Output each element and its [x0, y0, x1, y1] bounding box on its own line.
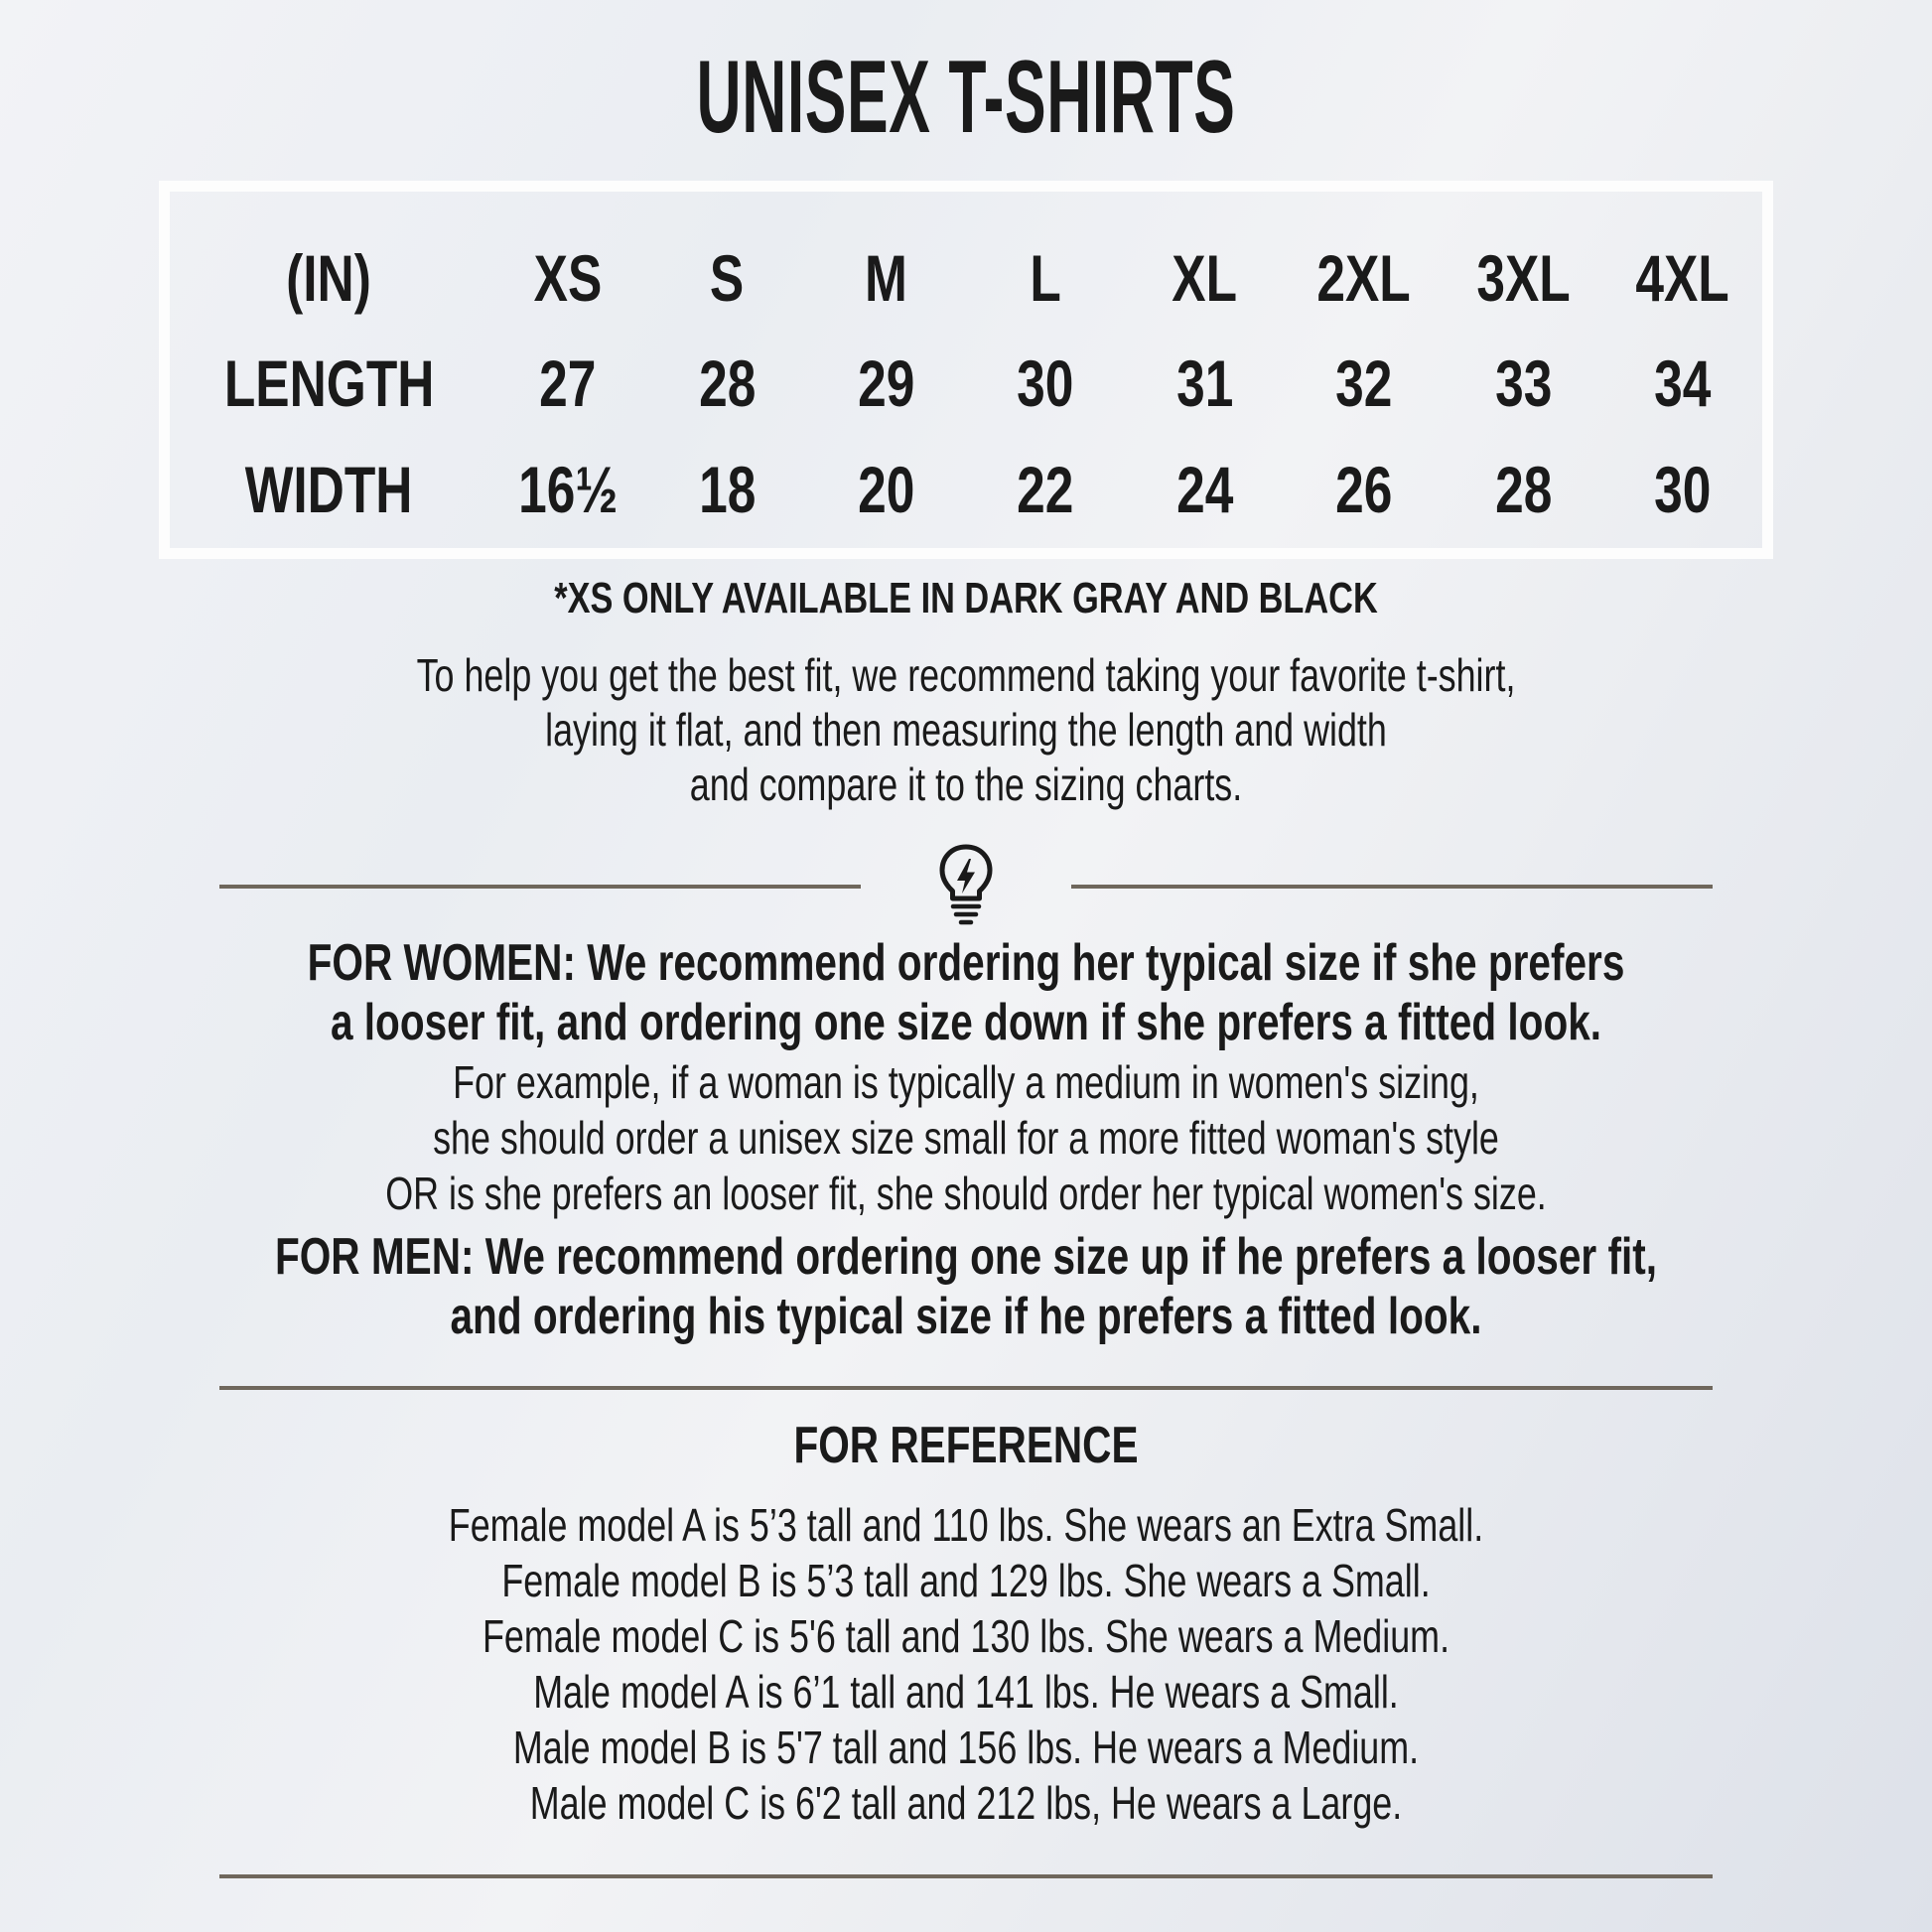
length-value-2xl: 32	[1335, 346, 1393, 421]
size-header-2xl: 2XL	[1316, 241, 1412, 316]
width-value-xl: 24	[1175, 452, 1234, 526]
divider-line-right	[1071, 885, 1713, 889]
length-value-l: 30	[1017, 346, 1074, 421]
reference-line: Male model B is 5'7 tall and 156 lbs. He wears a Medium.	[512, 1722, 1420, 1774]
for-women-line: a looser fit, and ordering one size down if she prefers a fitted look.	[330, 994, 1602, 1052]
size-header-3xl: 3XL	[1476, 241, 1571, 316]
length-value-xl: 31	[1175, 346, 1234, 421]
page-title	[0, 0, 1932, 155]
divider-line-left	[219, 885, 861, 889]
for-men-line: and ordering his typical size if he prefers a fitted look.	[450, 1288, 1482, 1346]
length-value-4xl: 34	[1654, 346, 1712, 421]
reference-line: Male model A is 6’1 tall and 141 lbs. He wears a Small.	[533, 1666, 1399, 1719]
reference-line: Female model B is 5’3 tall and 129 lbs. She wears a Small.	[501, 1555, 1431, 1607]
row-label-length: LENGTH	[223, 346, 435, 421]
length-value-xs: 27	[539, 346, 597, 421]
for-women-example-line: OR is she prefers an looser fit, she should order her typical women's size.	[385, 1168, 1547, 1220]
reference-list	[0, 1497, 1932, 1831]
divider-line-bottom	[219, 1874, 1713, 1878]
fit-instructions-line: To help you get the best fit, we recommend taking your favorite t-shirt,	[416, 649, 1516, 702]
lightbulb-bolt-icon	[934, 844, 998, 929]
length-value-3xl: 33	[1494, 346, 1553, 421]
width-value-m: 20	[858, 452, 915, 526]
fit-instructions	[0, 648, 1932, 812]
width-value-3xl: 28	[1494, 452, 1553, 526]
length-value-s: 28	[698, 346, 757, 421]
reference-line: Female model A is 5’3 tall and 110 lbs. She wears an Extra Small.	[448, 1499, 1484, 1552]
for-men-line: FOR MEN: We recommend ordering one size up if he prefers a looser fit,	[274, 1228, 1658, 1287]
size-header-l: L	[1030, 241, 1061, 316]
divider-line-middle	[219, 1386, 1713, 1390]
size-header-xl: XL	[1172, 241, 1238, 316]
size-header-s: S	[710, 241, 745, 316]
for-women-example	[0, 1054, 1932, 1221]
width-value-s: 18	[698, 452, 757, 526]
tip-divider	[219, 844, 1713, 929]
width-value-2xl: 26	[1335, 452, 1393, 526]
for-women-example-line: she should order a unisex size small for a more fitted woman's style	[433, 1112, 1499, 1165]
page-title-text: UNISEX T-SHIRTS	[696, 40, 1236, 155]
width-value-xs: 16½	[517, 452, 619, 526]
reference-line: Female model C is 5'6 tall and 130 lbs. She wears a Medium.	[482, 1610, 1450, 1663]
for-women-example-line: For example, if a woman is typically a medium in women's sizing,	[453, 1056, 1479, 1109]
size-header-4xl: 4XL	[1635, 241, 1729, 316]
fit-instructions-line: and compare it to the sizing charts.	[689, 759, 1243, 811]
row-label-width: WIDTH	[245, 452, 413, 526]
for-women-line: FOR WOMEN: We recommend ordering her typical size if she prefers	[307, 934, 1625, 993]
width-value-l: 22	[1017, 452, 1074, 526]
for-men-recommendation	[0, 1227, 1932, 1346]
size-header-xs: XS	[533, 241, 603, 316]
reference-line: Male model C is 6'2 tall and 212 lbs, He wears a Large.	[529, 1777, 1403, 1830]
reference-heading: FOR REFERENCE	[793, 1417, 1139, 1475]
for-women-recommendation	[0, 933, 1932, 1052]
size-header-m: M	[865, 241, 908, 316]
size-table	[159, 181, 1773, 559]
fit-instructions-line: laying it flat, and then measuring the length and width	[545, 704, 1387, 757]
width-value-4xl: 30	[1654, 452, 1712, 526]
availability-note: *XS ONLY AVAILABLE IN DARK GRAY AND BLACK	[554, 574, 1378, 622]
size-table-unit-label: (IN)	[286, 241, 372, 316]
length-value-m: 29	[858, 346, 915, 421]
